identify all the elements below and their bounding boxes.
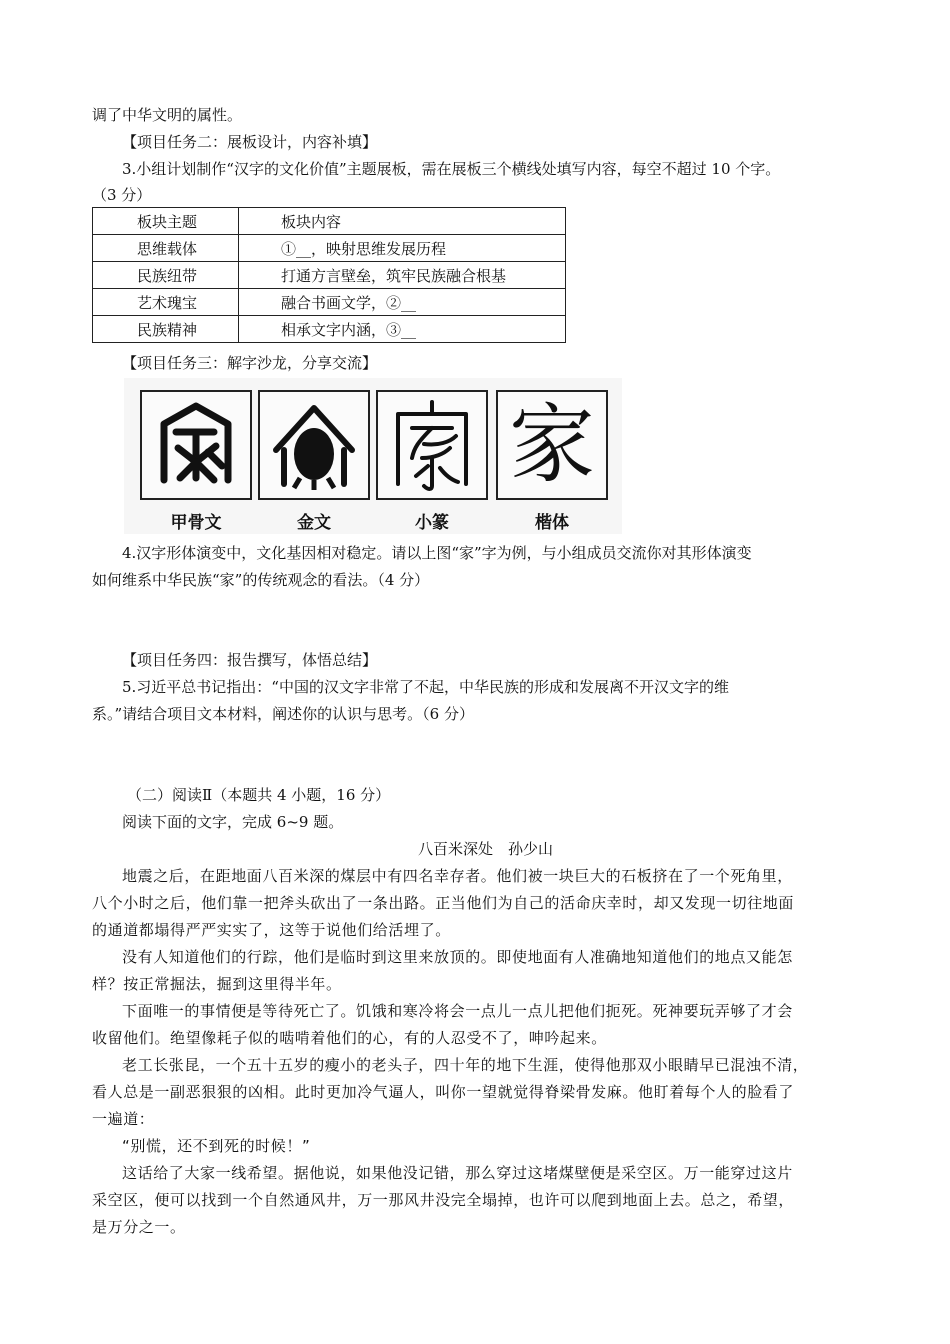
caption-oracle-bone: 甲骨文 [170,513,222,533]
article-line: 样？按正常掘法，掘到这里得半年。 [92,975,342,993]
regular-script-char: 家 [509,395,595,495]
table-row [93,262,566,289]
article-paragraph: 下面唯一的事情便是等待死亡了。饥饿和寒冷将会一点儿一点儿把他们扼死。死神要玩弄够了才会 [122,1002,793,1020]
table-header-cell: 板块主题 [93,208,239,235]
question-5-text: 5.习近平总书记指出：“中国的汉文字非常了不起，中华民族的形成和发展离不开汉文字的维 [122,678,729,696]
article-line: 是万分之一。 [92,1218,186,1236]
question-4-text: 4.汉字形体演变中，文化基因相对稳定。请以上图“家”字为例，与小组成员交流你对其形体演变 [122,544,752,562]
table-cell: ①__，映射思维发展历程 [239,235,566,262]
article-title: 八百米深处 孙少山 [418,840,554,858]
article-paragraph: 这话给了大家一线希望。据他说，如果他没记错，那么穿过这堵煤壁便是采空区。万一能穿过这片 [122,1164,793,1182]
character-evolution-figure [124,378,622,534]
table-header-row [93,208,566,235]
section-heading-reading-2: （二）阅读Ⅱ（本题共 4 小题，16 分） [127,786,391,804]
caption-regular-script: 楷体 [535,513,569,533]
small-seal-glyph [376,390,488,500]
table-cell: 民族纽带 [93,262,239,289]
article-line: 一遍道： [92,1110,155,1128]
article-paragraph: 没有人知道他们的行踪，他们是临时到这里来放顶的。即使地面有人准确地知道他们的地点又能怎 [122,948,793,966]
display-board-table [92,207,566,343]
table-cell: 思维载体 [93,235,239,262]
caption-small-seal: 小篆 [415,513,449,533]
bronze-inscription-glyph [258,390,370,500]
article-paragraph: 地震之后，在距地面八百米深的煤层中有四名幸存者。他们被一块巨大的石板挤在了一个死角里， [122,867,793,885]
table-header-cell: 板块内容 [239,208,566,235]
regular-script-glyph [496,390,608,500]
caption-bronze: 金文 [297,513,331,533]
table-cell: 打通方言壁垒，筑牢民族融合根基 [239,262,566,289]
article-line: 看人总是一副恶狠狠的凶相。此时更加冷气逼人，叫你一望就觉得脊梁骨发麻。他盯着每个人的脸看了 [92,1083,795,1101]
article-quote: “别慌，还不到死的时候！” [122,1137,311,1155]
section-heading-task-3: 【项目任务三：解字沙龙，分享交流】 [122,354,378,372]
article-line: 八个小时之后，他们靠一把斧头砍出了一条出路。正当他们为自己的活命庆幸时，却又发现一切往地面 [92,894,795,912]
question-3-score: （3 分） [92,186,152,204]
article-line: 的通道都塌得严严实实了，这等于说他们给活埋了。 [92,921,451,939]
article-line: 采空区，便可以找到一个自然通风井，万一那风井没完全塌掉，也许可以爬到地面上去。总之，希望， [92,1191,795,1209]
table-row [93,235,566,262]
section-heading-task-2: 【项目任务二：展板设计，内容补填】 [122,133,378,151]
reading-instruction: 阅读下面的文字，完成 6~9 题。 [122,813,344,831]
table-cell: 融合书画文学，②__ [239,289,566,316]
table-cell: 相承文字内涵，③__ [239,316,566,343]
table-cell: 艺术瑰宝 [93,289,239,316]
text-line: 调了中华文明的属性。 [92,106,243,124]
article-line: 收留他们。绝望像耗子似的啮啃着他们的心，有的人忍受不了，呻吟起来。 [92,1029,607,1047]
article-paragraph: 老工长张昆，一个五十五岁的瘦小的老头子，四十年的地下生涯，使得他那双小眼睛早已混浊不清， [122,1056,809,1074]
table-row [93,316,566,343]
oracle-bone-glyph [140,390,252,500]
table-row [93,289,566,316]
question-5-text-cont: 系。”请结合项目文本材料，阐述你的认识与思考。（6 分） [92,705,474,723]
section-heading-task-4: 【项目任务四：报告撰写，体悟总结】 [122,651,378,669]
question-4-text-cont: 如何维系中华民族“家”的传统观念的看法。（4 分） [92,571,430,589]
question-3-text: 3.小组计划制作“汉字的文化价值”主题展板，需在展板三个横线处填写内容，每空不超过 10 个字。 [122,160,781,178]
table-cell: 民族精神 [93,316,239,343]
